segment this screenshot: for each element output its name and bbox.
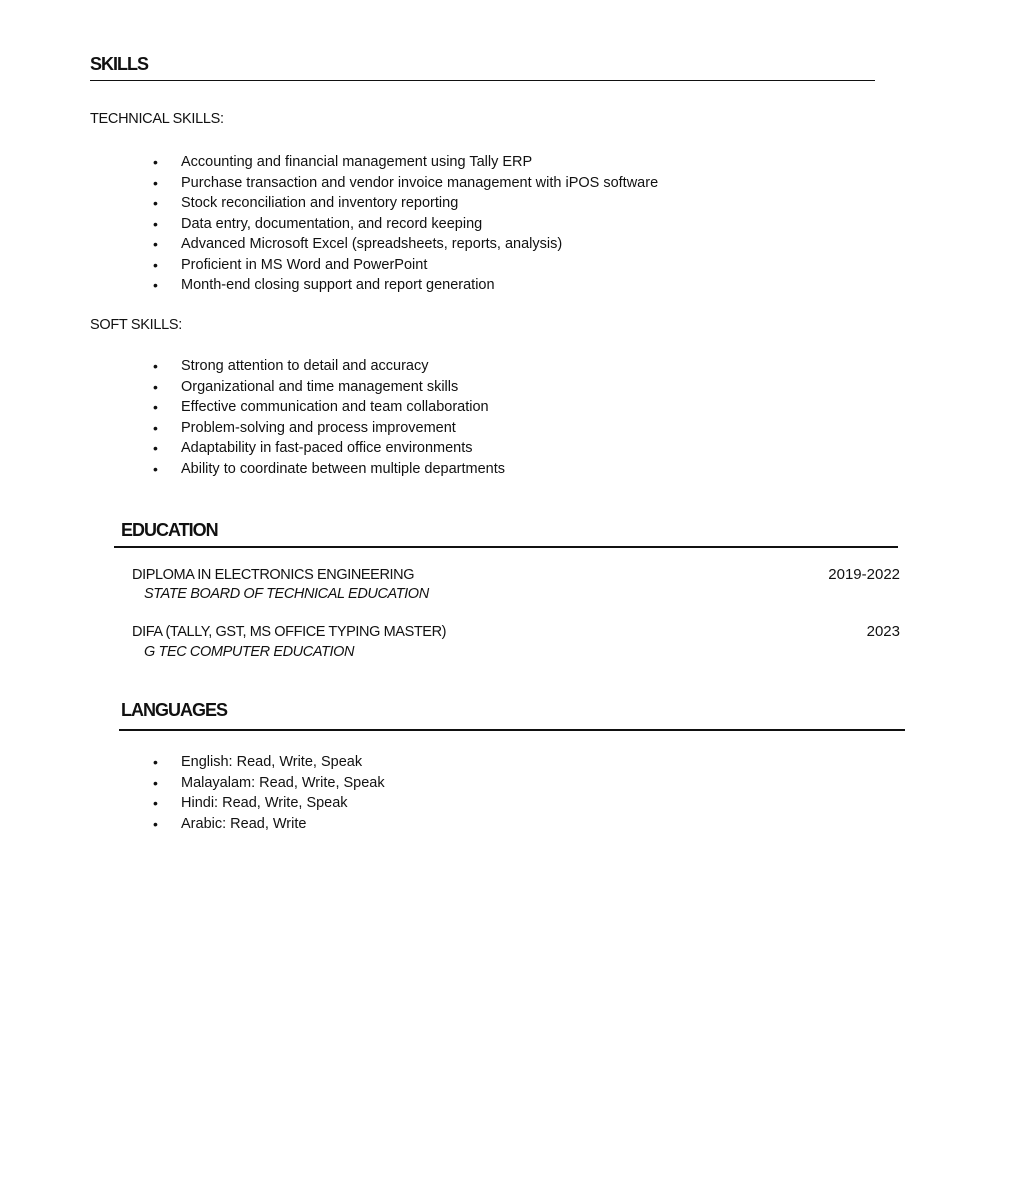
skills-heading: SKILLS	[90, 54, 149, 74]
list-item: • Data entry, documentation, and record keeping	[153, 214, 658, 235]
list-item: • Malayalam: Read, Write, Speak	[153, 773, 385, 794]
list-item: • Stock reconciliation and inventory reporting	[153, 193, 658, 214]
list-item: • Organizational and time management skills	[153, 377, 505, 398]
skills-divider	[90, 80, 875, 81]
list-item: • Accounting and financial management using Tally ERP	[153, 152, 658, 173]
list-item: • Purchase transaction and vendor invoice management with iPOS software	[153, 173, 658, 194]
list-item: • Adaptability in fast-paced office environments	[153, 438, 505, 459]
languages-heading: LANGUAGES	[121, 700, 228, 720]
list-item: • Effective communication and team collaboration	[153, 397, 505, 418]
languages-list	[153, 752, 385, 834]
education-institution: G TEC COMPUTER EDUCATION	[144, 644, 355, 660]
list-item: • Month-end closing support and report generation	[153, 275, 658, 296]
education-title: DIPLOMA IN ELECTRONICS ENGINEERING	[132, 567, 415, 583]
education-divider	[114, 546, 898, 548]
education-date: 2023	[866, 623, 900, 640]
list-item: • Advanced Microsoft Excel (spreadsheets, reports, analysis)	[153, 234, 658, 255]
technical-skills-label: TECHNICAL SKILLS:	[90, 111, 224, 127]
list-item: • English: Read, Write, Speak	[153, 752, 385, 773]
education-heading: EDUCATION	[121, 520, 218, 540]
soft-skills-label: SOFT SKILLS:	[90, 317, 183, 333]
list-item: • Problem-solving and process improvement	[153, 418, 505, 439]
list-item: • Arabic: Read, Write	[153, 814, 385, 835]
list-item: • Proficient in MS Word and PowerPoint	[153, 255, 658, 276]
languages-divider	[119, 729, 905, 731]
technical-skills-list	[153, 152, 658, 296]
education-institution: STATE BOARD OF TECHNICAL EDUCATION	[144, 586, 429, 602]
education-date: 2019-2022	[828, 566, 900, 583]
soft-skills-list	[153, 356, 505, 479]
list-item: • Hindi: Read, Write, Speak	[153, 793, 385, 814]
list-item: • Strong attention to detail and accuracy	[153, 356, 505, 377]
education-title: DIFA (TALLY, GST, MS OFFICE TYPING MASTER)	[132, 624, 447, 640]
list-item: • Ability to coordinate between multiple departments	[153, 459, 505, 480]
